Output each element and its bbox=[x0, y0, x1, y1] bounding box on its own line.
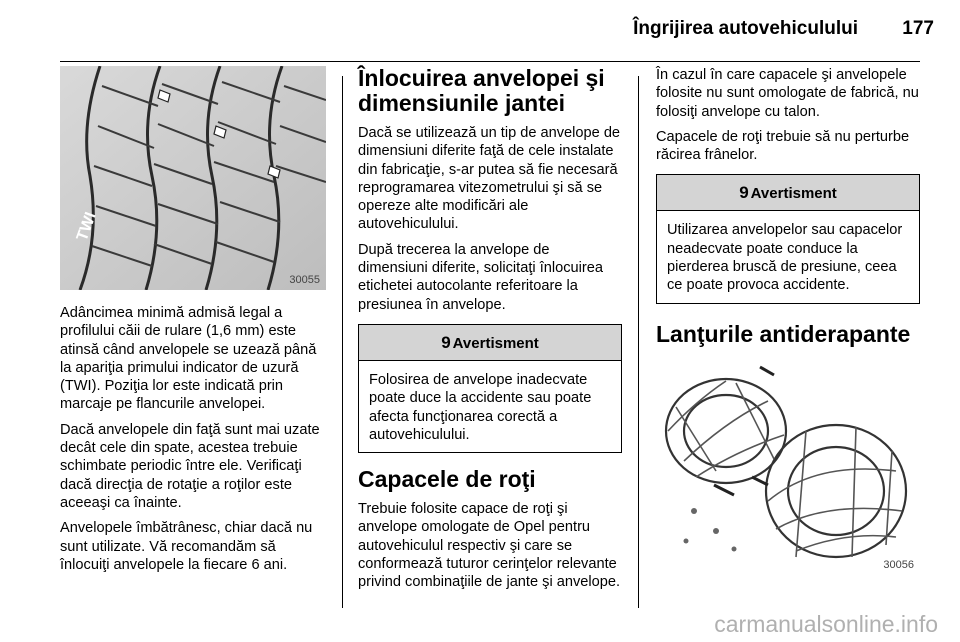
section-heading: Lanţurile antiderapante bbox=[656, 320, 911, 347]
figure-number: 30055 bbox=[289, 274, 320, 286]
paragraph: Adâncimea minimă admisă legal a profilului căii de rulare (1,6 mm) este atinsă când anvelopele se uzează până la apariţia primului indicator de uzură (TWI). Poziţia lor este indicată prin marcaje pe flancurile anvelopei. bbox=[60, 305, 317, 413]
paragraph: Trebuie folosite capace de roţi şi anvelope omologate de Opel pentru autovehiculul respectiv şi care se conformează tuturor cerinţelor relevante privind combinaţiile de jante şi anvelope. bbox=[358, 501, 621, 591]
warning-header bbox=[359, 325, 621, 361]
tire-tread-illustration bbox=[60, 66, 326, 290]
warning-icon: 9 bbox=[441, 332, 451, 352]
paragraph: În cazul în care capacele şi anvelopele folosite nu sunt omologate de fabrică, nu folosiţi anvelope cu talon. bbox=[656, 67, 919, 120]
paragraph: Dacă se utilizează un tip de anvelope de dimensiuni diferite faţă de cele instalate din fabricaţie, s-ar putea să fie necesară reprogramarea vitezometrului şi să se opereze alte modificări ale autovehiculului. bbox=[358, 125, 621, 233]
column-divider bbox=[342, 76, 343, 608]
paragraph: Anvelopele îmbătrânesc, chiar dacă nu sunt utilizate. Vă recomandăm să înlocuiţi anvelopele la fiecare 6 ani. bbox=[60, 520, 313, 573]
warning-icon: 9 bbox=[739, 183, 749, 203]
figure-number: 30056 bbox=[883, 558, 914, 571]
page-number: 177 bbox=[902, 18, 934, 39]
warning-title: Avertisment bbox=[750, 185, 837, 203]
column-divider bbox=[638, 76, 639, 608]
paragraph: Dacă anvelopele din faţă sunt mai uzate decât cele din spate, acestea trebuie schimbate periodic între ele. Verificaţi dacă direcţia de rotaţie a roţilor este aceeaşi ca înainte. bbox=[60, 421, 320, 511]
tire-tread-figure bbox=[60, 66, 326, 290]
paragraph: După trecerea la anvelope de dimensiuni diferite, solicitaţi înlocuirea etichetei autocolante referitoare la presiunea în anvelope. bbox=[358, 241, 603, 313]
section-heading: Înlocuirea anvelopei şi dimensiunile jantei bbox=[358, 65, 605, 116]
warning-text: Folosirea de anvelope inadecvate poate duce la accidente sau poate afecta funcţionarea corectă a autovehiculului. bbox=[369, 371, 592, 443]
warning-box bbox=[656, 174, 920, 303]
column-2 bbox=[358, 66, 622, 599]
warning-text: Utilizarea anvelopelor sau capacelor neadecvate poate conduce la pierderea bruscă de presiune, ceea ce poate provoca accidente. bbox=[667, 222, 903, 294]
watermark: carmanualsonline.info bbox=[714, 611, 938, 637]
column-1 bbox=[60, 66, 326, 581]
snow-chains-illustration bbox=[656, 361, 920, 575]
section-heading: Capacele de roţi bbox=[358, 466, 536, 493]
header-rule bbox=[60, 61, 920, 62]
warning-header bbox=[657, 175, 919, 211]
twi-label: TWI bbox=[73, 209, 100, 244]
warning-title: Avertisment bbox=[452, 334, 539, 352]
page-header bbox=[0, 14, 960, 54]
snow-chains-figure bbox=[656, 361, 920, 575]
paragraph: Capacele de roţi trebuie să nu perturbe răcirea frânelor. bbox=[656, 128, 910, 164]
chapter-title: Îngrijirea autovehiculului bbox=[633, 18, 858, 39]
warning-box bbox=[358, 324, 622, 453]
column-3 bbox=[656, 66, 920, 575]
